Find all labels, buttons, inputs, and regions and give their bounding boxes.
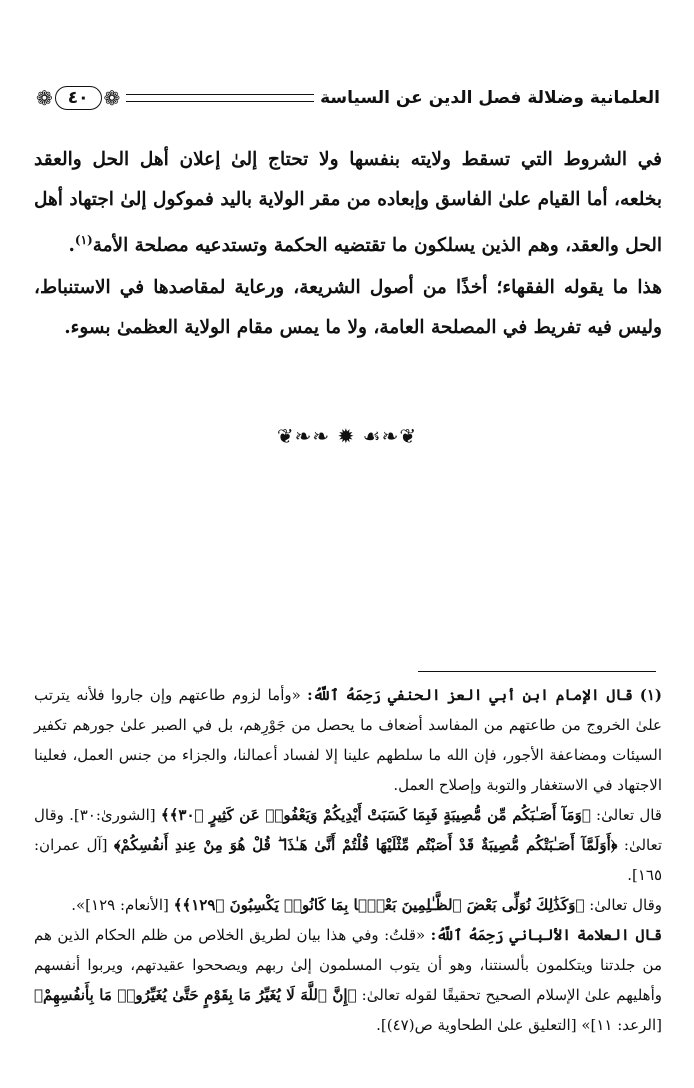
- verse-ref-4: [الرعد: ١١]» [التعليق علىٰ الطحاوية ص(٤٧)].: [376, 1016, 662, 1034]
- section-divider-ornament: ❦❧❧ ✹ ☙❧❦: [276, 424, 418, 448]
- running-title: العلمانية وضلالة فصل الدين عن السياسة: [320, 88, 660, 108]
- verse-ref-2: [آل عمران: ١٦٥].: [34, 836, 662, 884]
- flourish-right-icon: ❁: [103, 86, 121, 110]
- body-paragraph-2: هذا ما يقوله الفقهاء؛ أخذًا من أصول الشريعة، ورعاية لمقاصدها في الاستنباط، وليس فيه تفريط في المصلحة العامة، ولا ما يمس مقام الولاية العظمىٰ بسوء.: [34, 277, 662, 338]
- quote-lead: وقال تعالىٰ:: [589, 896, 662, 914]
- paragraph-text: في الشروط التي تسقط ولايته بنفسها ولا تحتاج إلىٰ إعلان أهل الحل والعقد بخلعه، أما القيام علىٰ الفاسق وإبعاده من مقر الولاية باليد فموكول إلىٰ اجتهاد أهل الحل والعقد، وهم الذين يسلكون ما تقتضيه الحكمة وتستدعيه مصلحة الأمة: [34, 149, 662, 257]
- page-number: ٤٠: [55, 86, 102, 110]
- footnote-ref-1[interactable]: (١): [74, 233, 93, 247]
- quran-verse-2: ﴿أَوَلَمَّآ أَصَـٰبَتْكُم مُّصِيبَةٌ قَدْ أَصَبْتُم مِّثْلَيْهَا قُلْتُمْ أَنَّىٰ هَـٰذَا ۖ قُلْ هُوَ مِنْ عِندِ أَنفُسِكُمْ﴾: [113, 836, 618, 854]
- footnote-separator: [418, 671, 656, 672]
- footnotes: [34, 680, 662, 1040]
- paragraph-end: .: [68, 235, 75, 257]
- verse-ref-1: [الشورىٰ:٣٠]. وقال تعالىٰ:: [34, 806, 662, 854]
- verse-ref-3: [الأنعام: ١٢٩]».: [71, 896, 169, 914]
- footnote-1-text: «وأما لزوم طاعتهم وإن جاروا فلأنه يترتب علىٰ الخروج من طاعتهم من المفاسد أضعاف ما يحصل من جَوْرِهم، بل في الصبر علىٰ جورهم تكفير السيئات ومضاعفة الأجور، فإن الله ما سلطهم علينا إلا لفساد أعمالنا، والجزاء من جنس العمل، فعلينا الاجتهاد في الاستغفار والتوبة وإصلاح العمل.: [34, 686, 662, 794]
- footnote-2: [34, 920, 662, 1040]
- flourish-left-icon: ❁: [36, 86, 53, 110]
- body-paragraph-1: [34, 140, 662, 266]
- quran-verse-4: ﴿إِنَّ ٱللَّهَ لَا يُغَيِّرُ مَا بِقَوْمٍ حَتَّىٰ يُغَيِّرُوا۟ مَا بِأَنفُسِهِمْ﴾: [34, 986, 357, 1004]
- footnote-1-quran-2: [34, 890, 662, 920]
- page-number-ornament: [36, 86, 120, 110]
- quote-lead: قال تعالىٰ:: [596, 806, 662, 824]
- footnote-1-quran: [34, 800, 662, 890]
- header-double-rule: [126, 94, 314, 102]
- footnote-1-intro: (١) قال الإمام ابن أبي العز الحنفي رَحِمَهُ ٱللَّهُ:: [307, 686, 662, 704]
- footnote-2-text: «قلتُ: وفي هذا بيان لطريق الخلاص من ظلم الحكام الذين هم من جلدتنا ويتكلمون بألسنتنا، وهو أن يتوب المسلمون إلىٰ ربهم ويصححوا عقيدتهم، ويربوا أنفسهم وأهليهم علىٰ الإسلام الصحيح تحقيقًا لقوله تعالىٰ:: [34, 926, 662, 1004]
- footnote-2-intro: قال العلامة الألباني رَحِمَهُ ٱللَّهُ:: [430, 926, 662, 944]
- quran-verse-1: ﴿وَمَآ أَصَـٰبَكُم مِّن مُّصِيبَةٍ فَبِمَا كَسَبَتْ أَيْدِيكُمْ وَيَعْفُوا۟ عَن كَثِيرٍ ﴿٣٠﴾﴾: [160, 806, 591, 824]
- quran-verse-3: ﴿وَكَذَٰلِكَ نُوَلِّى بَعْضَ ٱلظَّـٰلِمِينَ بَعْضًۢا بِمَا كَانُوا۟ يَكْسِبُونَ ﴿١٢٩﴾﴾: [173, 896, 585, 914]
- footnote-1: [34, 680, 662, 800]
- running-header: [36, 78, 660, 118]
